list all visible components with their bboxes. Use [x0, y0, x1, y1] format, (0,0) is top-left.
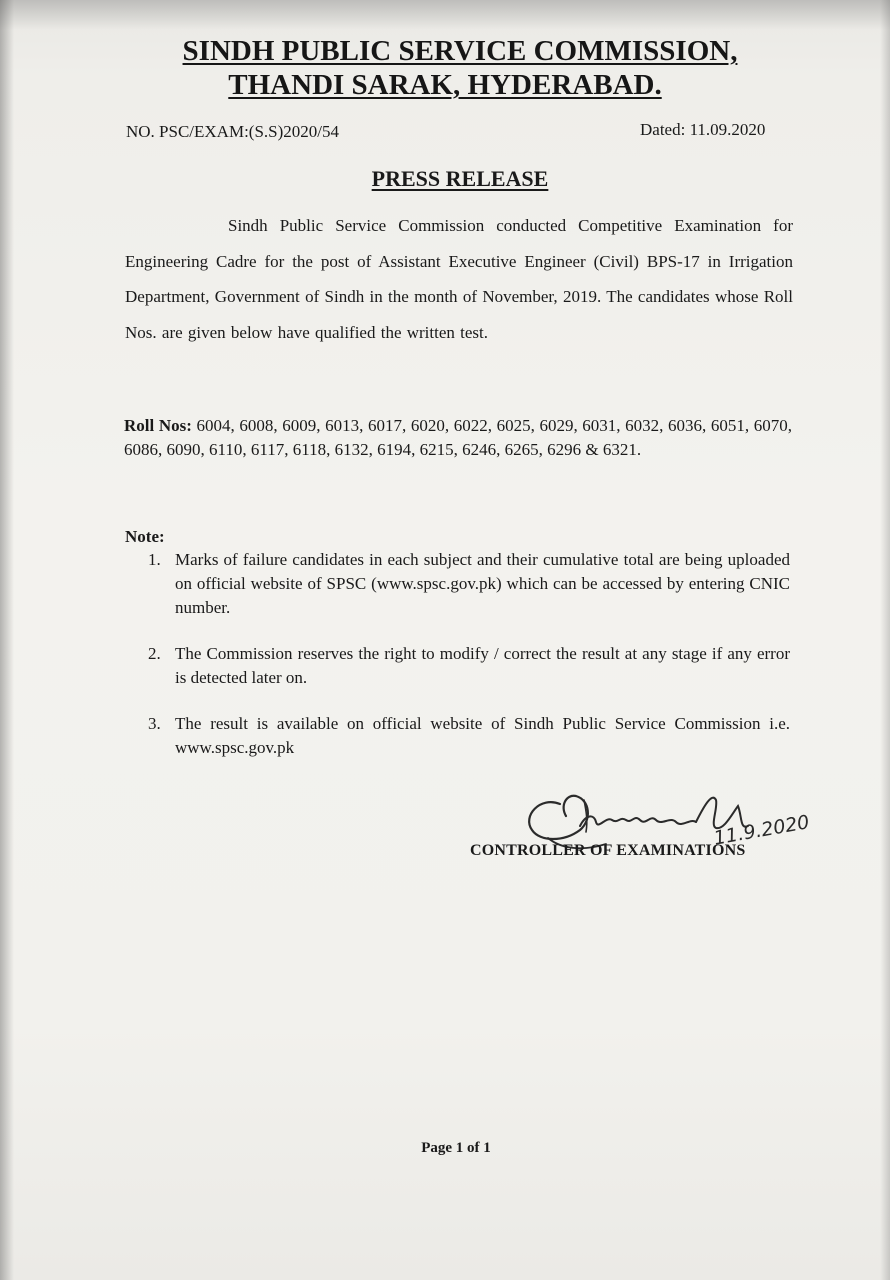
roll-numbers [124, 414, 792, 462]
note-number: 2. [148, 644, 161, 663]
note-number: 3. [148, 714, 161, 733]
note-text: The Commission reserves the right to modify / correct the result at any stage if any error is detected later on. [175, 644, 790, 687]
photo-shadow-right [880, 0, 890, 1280]
page-number: Page 1 of 1 [421, 1140, 491, 1156]
signatory-designation: CONTROLLER OF EXAMINATIONS [470, 842, 746, 859]
note-text: The result is available on official website of Sindh Public Service Commission i.e. www.spsc.gov.pk [175, 714, 790, 757]
note-item [148, 712, 790, 760]
note-text: Marks of failure candidates in each subject and their cumulative total are being uploaded on official website of SPSC (www.spsc.gov.pk) which can be accessed by entering CNIC number. [175, 550, 790, 617]
letterhead-line-2: THANDI SARAK, HYDERABAD. [228, 69, 662, 101]
photo-shadow-left [0, 0, 14, 1280]
body-paragraph: Sindh Public Service Commission conducted Competitive Examination for Engineering Cadre for the post of Assistant Executive Engineer (Civil) BPS-17 in Irrigation Department, Government of Sindh in the month of November, 2019. The candidates whose Roll Nos. are given below have qualified the written test. [125, 216, 793, 342]
handwritten-date: 11.9.2020 [712, 811, 812, 850]
letterhead-line-1: SINDH PUBLIC SERVICE COMMISSION, [182, 35, 738, 67]
roll-numbers-label: Roll Nos: [124, 416, 192, 435]
date-line: Dated: 11.09.2020 [640, 120, 766, 139]
document-title: PRESS RELEASE [371, 166, 549, 191]
photo-shadow-top [0, 0, 890, 30]
note-number: 1. [148, 550, 161, 569]
note-label: Note: [125, 527, 165, 546]
note-item [148, 548, 790, 620]
letterhead [0, 34, 890, 102]
notes-list [148, 548, 790, 760]
note-item [148, 642, 790, 690]
roll-numbers-list: 6004, 6008, 6009, 6013, 6017, 6020, 6022, 6025, 6029, 6031, 6032, 6036, 6051, 6070, 6086, 6090, 6110, 6117, 6118, 6132, 6194, 6215, 6246, 6265, 6296 & 6321. [124, 416, 793, 459]
reference-number: NO. PSC/EXAM:(S.S)2020/54 [126, 122, 340, 141]
